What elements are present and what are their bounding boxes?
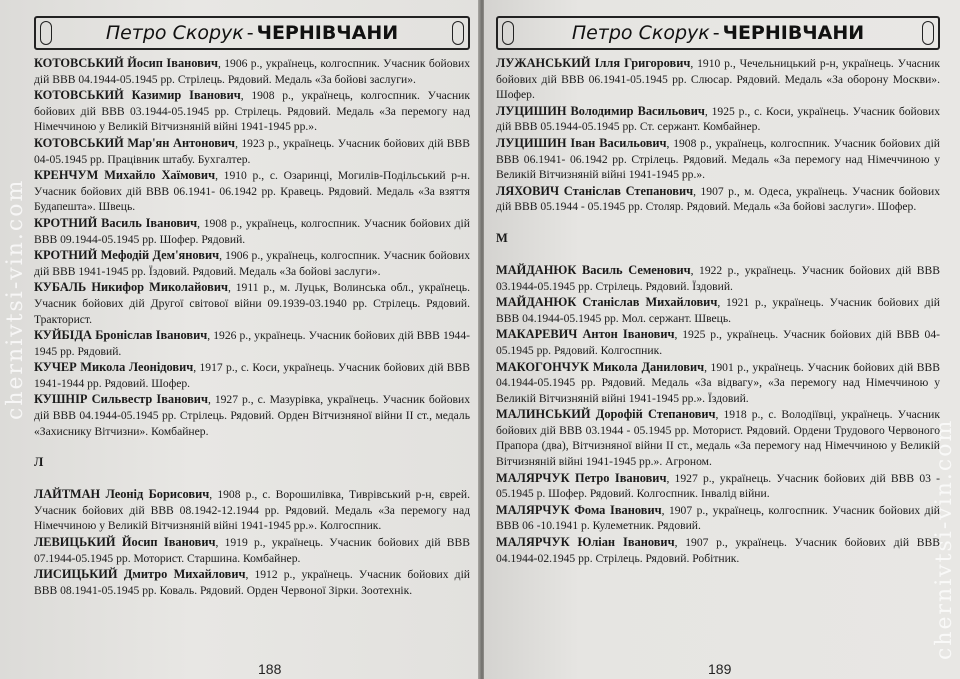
running-header	[34, 16, 470, 50]
biography-entry: МАЛИНСЬКИЙ Дорофій Степанович, 1918 р., с. Володіївці, українець. Учасник бойових дій ВВВ 03.1944 - 05.1945 рр. Моторист. Рядовий. Ордени Трудового Червоного Прапора (два), Вітчизняної війни II ст., медаль «За перемогу над Німеччиною у Великій Вітчизняній війні 1941-1945 рр.». Агроном.	[496, 407, 940, 469]
watermark: chernivtsi-vin.com	[932, 418, 957, 660]
biography-entry: ЛУЦИШИН Іван Васильович, 1908 р., українець, колгоспник. Учасник бойових дій ВВВ 06.1941- 06.1942 рр. Стрілець. Рядовий. Медаль «За перемогу над Німеччиною у Великій Вітчизняній війні 1941-1945 рр.».	[496, 135, 940, 182]
biography-entry: ЛЯХОВИЧ Станіслав Степанович, 1907 р., м. Одеса, українець. Учасник бойових дій ВВВ 05.1944 - 05.1945 рр. Столяр. Рядовий. Медаль «За бойові заслуги». Шофер.	[496, 183, 941, 214]
biography-entry: КРОТНИЙ Мефодій Дем'янович, 1906 р., українець, колгоспник. Учасник бойових дій ВВВ 1941-1945 рр. Їздовий. Рядовий. Медаль «За бойові заслуги».	[34, 248, 470, 278]
header-book-title: ЧЕРНІВЧАНИ	[722, 22, 865, 44]
right-page	[484, 0, 960, 679]
entry-list	[496, 56, 940, 566]
section-letter: М	[496, 230, 508, 245]
biography-entry: МАКОГОНЧУК Микола Данилович, 1901 р., українець. Учасник бойових дій ВВВ 04.1944-05.1945 рр. Рядовий. Медаль «За відвагу», «За перемогу над Німеччиною у Великій Вітчизняній війні 1941-1945 рр.». Їздовий.	[496, 359, 940, 405]
biography-entry: ЛУЦИШИН Володимир Васильович, 1925 р., с. Коси, українець. Учасник бойових дій ВВВ 05.1944-05.1945 рр. Ст. сержант. Комбайнер.	[496, 103, 940, 134]
section-letter: Л	[34, 455, 44, 470]
entry-list	[34, 56, 470, 598]
header-book-title: ЧЕРНІВЧАНИ	[256, 22, 399, 44]
biography-entry: ЛЕВИЦЬКИЙ Йосип Іванович, 1919 р., українець. Учасник бойових дій ВВВ 07.1944-05.1945 рр. Моторист. Старшина. Комбайнер.	[34, 535, 470, 565]
biography-entry: КРОТНИЙ Василь Іванович, 1908 р., українець, колгоспник. Учасник бойових дій ВВВ 09.1944-05.1945 рр. Шофер. Рядовий.	[34, 215, 470, 246]
header-author: Петро Скорук	[105, 22, 244, 44]
biography-entry: МАЛЯРЧУК Петро Іванович, 1927 р., українець. Учасник бойових дій ВВВ 03 - 05.1945 р. Шофер. Рядовий. Колгоспник. Інвалід війни.	[496, 470, 941, 501]
biography-entry: МАЛЯРЧУК Юліан Іванович, 1907 р., українець. Учасник бойових дій ВВВ 04.1944-02.1945 рр. Стрілець. Рядовий. Робітник.	[496, 535, 940, 565]
biography-entry: КУШНІР Сильвестр Іванович, 1927 р., с. Мазурівка, українець. Учасник бойових дій ВВВ 04.1944-05.1945 рр. Стрілець. Рядовий. Орден Вітчизняної війни II ст., медаль «Захиснику Вітчизни». Комбайнер.	[34, 392, 470, 438]
biography-entry: КОТОВСЬКИЙ Мар'ян Антонович, 1923 р., українець. Учасник бойових дій ВВВ 04-05.1945 рр. Працівник штабу. Бухгалтер.	[34, 135, 471, 166]
biography-entry: ЛУЖАНСЬКИЙ Ілля Григорович, 1910 р., Чечельницький р-н, українець. Учасник бойових дій ВВВ 06.1941-05.1945 рр. Слюсар. Рядовий. Медаль «За оборону Москви». Шофер.	[496, 56, 940, 102]
biography-entry: КРЕНЧУМ Михайло Хаїмович, 1910 р., с. Озаринці, Могилів-Подільський р-н. Учасник бойових дій ВВВ 06.1941- 06.1942 рр. Кравець. Рядовий. Медаль «За взяття Будапешта». Швець.	[34, 168, 471, 214]
biography-entry: ЛАЙТМАН Леонід Борисович, 1908 р., с. Ворошилівка, Тиврівський р-н, єврей. Учасник бойових дій ВВВ 08.1942-12.1944 рр. Рядовий. Медаль «За перемогу над Німеччиною у Великій Вітчизняній війні 1941-1945 рр.». Колгоспник.	[34, 487, 470, 533]
header-separator: -	[246, 22, 254, 44]
biography-entry: КОТОВСЬКИЙ Йосип Іванович, 1906 р., українець, колгоспник. Учасник бойових дій ВВВ 04.1944-05.1945 рр. Стрілець. Рядовий. Медаль «За бойові заслуги».	[34, 56, 471, 86]
biography-entry: МАЙДАНЮК Станіслав Михайлович, 1921 р., українець. Учасник бойових дій ВВВ 04.1944-05.1945 рр. Мол. сержант. Швець.	[496, 295, 940, 325]
header-author: Петро Скорук	[571, 22, 710, 44]
biography-entry: КУЧЕР Микола Леонідович, 1917 р., с. Коси, українець. Учасник бойових дій ВВВ 1941-1944 рр. Рядовий. Шофер.	[34, 360, 471, 390]
biography-entry: МАКАРЕВИЧ Антон Іванович, 1925 р., українець. Учасник бойових дій ВВВ 04-05.1945 рр. Рядовий. Колгоспник.	[496, 327, 940, 357]
page-number: 189	[708, 661, 732, 677]
biography-entry: МАЛЯРЧУК Фома Іванович, 1907 р., українець, колгоспник. Учасник бойових дій ВВВ 06 -10.1941 р. Кулеметник. Рядовий.	[496, 502, 940, 533]
running-header	[496, 16, 940, 50]
page-number: 188	[258, 661, 282, 677]
biography-entry: КУЙБІДА Броніслав Іванович, 1926 р., українець. Учасник бойових дій ВВВ 1944-1945 рр. Рядовий.	[34, 328, 470, 358]
biography-entry: КОТОВСЬКИЙ Казимир Іванович, 1908 р., українець, колгоспник. Учасник бойових дій ВВВ 03.1944-05.1945 рр. Стрілець. Рядовий. Медаль «За перемогу над Німеччиною у Великій Вітчизняній війні 1941-1945 рр.».	[34, 88, 470, 134]
biography-entry: МАЙДАНЮК Василь Семенович, 1922 р., українець. Учасник бойових дій ВВВ 03.1944-05.1945 рр. Стрілець. Рядовий. Їздовий.	[496, 262, 941, 293]
watermark: chernivtsi-vin.com	[3, 178, 28, 420]
header-separator: -	[712, 22, 720, 44]
biography-entry: ЛИСИЦЬКИЙ Дмитро Михайлович, 1912 р., українець. Учасник бойових дій ВВВ 08.1941-05.1945 рр. Коваль. Рядовий. Орден Червоної Зірки. Зоотехнік.	[34, 567, 470, 597]
biography-entry: КУБАЛЬ Никифор Миколайович, 1911 р., м. Луцьк, Волинська обл., українець. Учасник бойових дій Другої світової війни 09.1939-03.1940 рр. Стрілець. Рядовий. Тракторист.	[34, 280, 470, 326]
